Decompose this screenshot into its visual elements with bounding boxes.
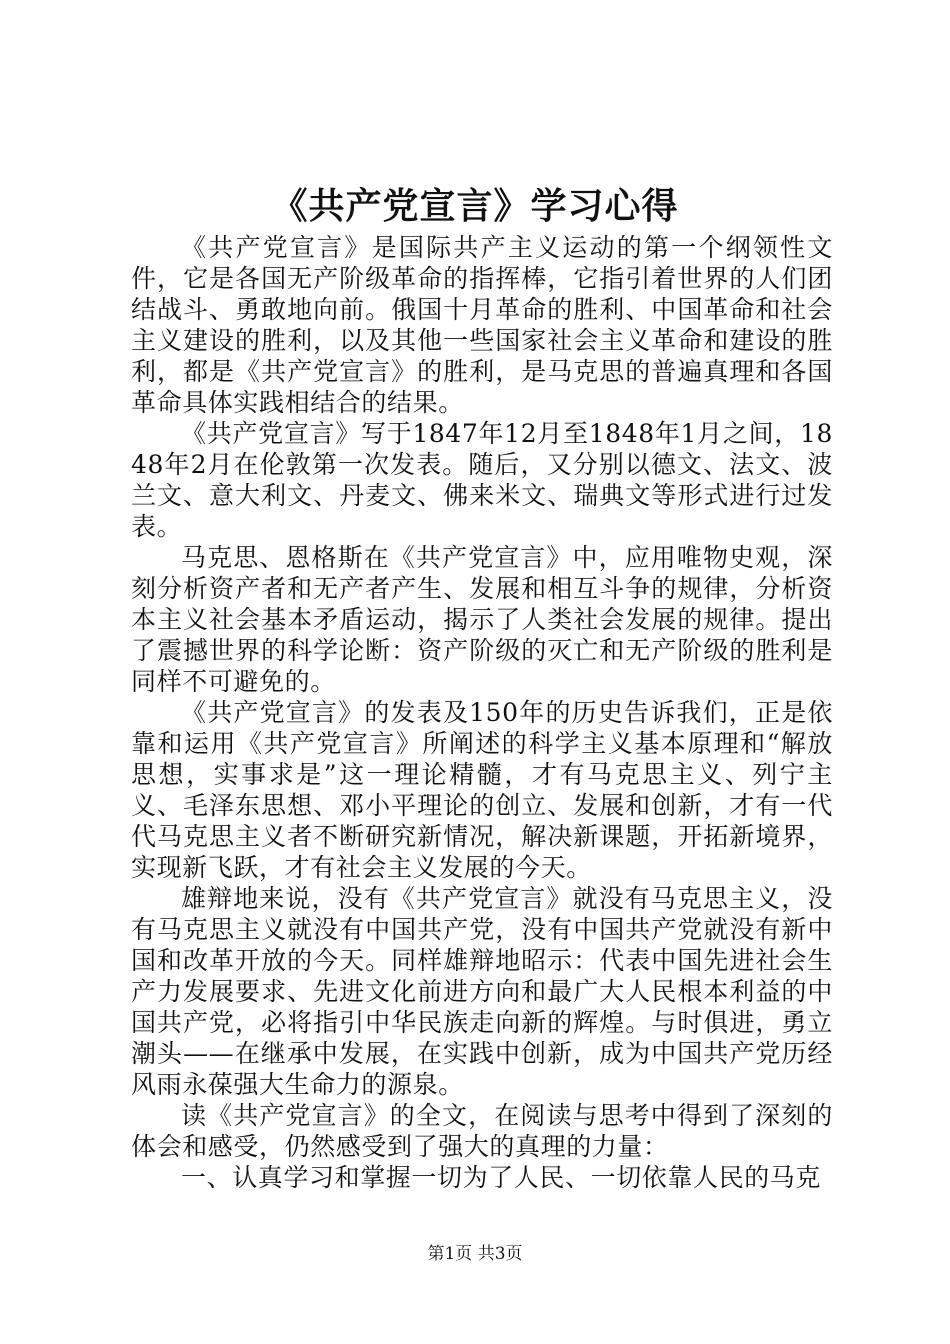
paragraph-6: 读《共产党宣言》的全文，在阅读与思考中得到了深刻的体会和感受，仍然感受到了强大的真理的力量： (131, 1101, 833, 1161)
page-footer: 第1页 共3页 (427, 1244, 523, 1264)
document-title: 《共产党宣言》学习心得 (271, 185, 679, 227)
paragraph-2: 《共产党宣言》写于1847年12月至1848年1月之间，1848年2月在伦敦第一次发表。随后，又分别以德文、法文、波兰文、意大利文、丹麦文、佛来米文、瑞典文等形式进行过发表。 (131, 419, 833, 541)
paragraph-4: 《共产党宣言》的发表及150年的历史告诉我们，正是依靠和运用《共产党宣言》所阐述的科学主义基本原理和“解放思想，实事求是”这一理论精髓，才有马克思主义、列宁主义、毛泽东思想、邓小平理论的创立、发展和创新，才有一代代马克思主义者不断研究新情况，解决新课题，开拓新境界，实现新飞跃，才有社会主义发展的今天。 (131, 698, 833, 882)
paragraph-7: 一、认真学习和掌握一切为了人民、一切依靠人民的马克 (181, 1163, 822, 1192)
paragraph-5: 雄辩地来说，没有《共产党宣言》就没有马克思主义，没有马克思主义就没有中国共产党，没有中国共产党就没有新中国和改革开放的今天。同样雄辩地昭示：代表中国先进社会生产力发展要求、先进文化前进方向和最广大人民根本利益的中国共产党，必将指引中华民族走向新的辉煌。与时俱进，勇立潮头——在继承中发展，在实践中创新，成为中国共产党历经风雨永葆强大生命力的源泉。 (131, 884, 833, 1099)
paragraph-3: 马克思、恩格斯在《共产党宣言》中，应用唯物史观，深刻分析资产者和无产者产生、发展和相互斗争的规律，分析资本主义社会基本矛盾运动，揭示了人类社会发展的规律。提出了震撼世界的科学论断：资产阶级的灭亡和无产阶级的胜利是同样不可避免的。 (131, 543, 833, 696)
paragraph-1: 《共产党宣言》是国际共产主义运动的第一个纲领性文件，它是各国无产阶级革命的指挥棒，它指引着世界的人们团结战斗、勇敢地向前。俄国十月革命的胜利、中国革命和社会主义建设的胜利，以及其他一些国家社会主义革命和建设的胜利，都是《共产党宣言》的胜利，是马克思的普遍真理和各国革命具体实践相结合的结果。 (131, 233, 833, 417)
document-body (131, 232, 833, 1193)
